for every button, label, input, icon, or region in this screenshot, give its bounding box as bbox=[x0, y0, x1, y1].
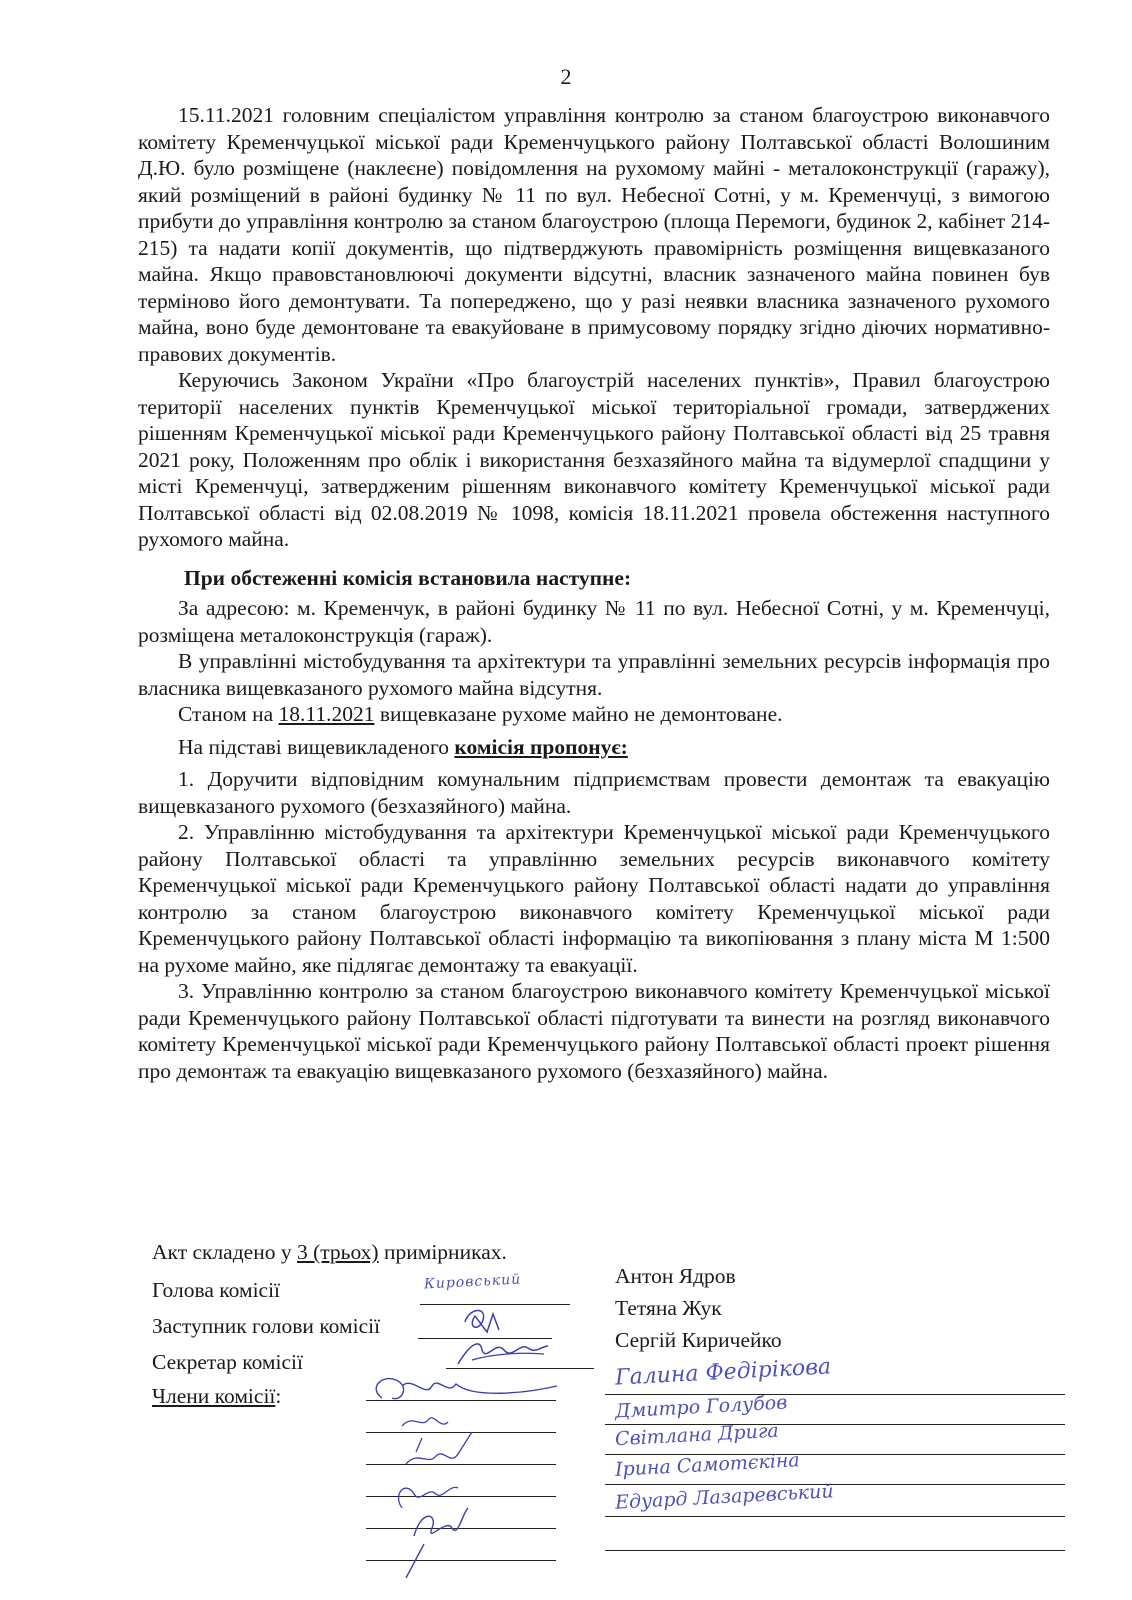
copies-suffix: примірниках. bbox=[378, 1240, 507, 1264]
page-number: 2 bbox=[560, 64, 572, 89]
proposal-item-2: 2. Управлінню містобудування та архітектури Кременчуцької міської ради Кременчуцького району Полтавської області та управлінню земельних ресурсів виконавчого комітету Кременчуцької міської ради Кременчуцького району Полтавської області надати до управління контролю за станом благоустрою виконавчого комітету Кременчуцької міської ради Кременчуцького району Полтавської області інформацію та викопіювання з плану міста М 1:500 на рухоме майно, яке підлягає демонтажу та евакуації. bbox=[138, 820, 1050, 977]
member-signature-3: Світлана Дрига bbox=[614, 1419, 780, 1451]
member-signature-1: Галина Федірікова bbox=[614, 1354, 832, 1391]
paragraph-status bbox=[138, 701, 1050, 728]
deputy-name: Тетяна Жук bbox=[615, 1296, 722, 1320]
member-name-line bbox=[605, 1550, 1065, 1551]
status-date: 18.11.2021 bbox=[278, 702, 375, 726]
copies-count: 3 (трьох) bbox=[296, 1240, 379, 1264]
findings-heading: При обстеженні комісія встановила наступне: bbox=[184, 565, 632, 590]
member-name-line bbox=[605, 1516, 1065, 1517]
proposal-item-1: 1. Доручити відповідним комунальним підприємствам провести демонтаж та евакуацію вищевказаного рухомого (безхазяйного) майна. bbox=[138, 767, 1050, 818]
chair-label: Голова комісії bbox=[152, 1278, 281, 1302]
member-name-line bbox=[605, 1394, 1065, 1395]
member-signature-2: Дмитро Голубов bbox=[614, 1391, 788, 1423]
paragraph-proposal-intro bbox=[138, 734, 1050, 761]
member-name-line bbox=[605, 1484, 1065, 1485]
signature-block bbox=[152, 1240, 1072, 1580]
member-signatures-scribble bbox=[362, 1368, 562, 1578]
deputy-signature bbox=[457, 1302, 507, 1338]
paragraph-owner-info: В управлінні містобудування та архітектури та управлінні земельних ресурсів інформація про власника вищевказаного рухомого майна відсутня. bbox=[138, 649, 1050, 700]
document-body bbox=[138, 102, 1050, 1084]
members-label bbox=[152, 1384, 281, 1409]
proposal-item-3: 3. Управлінню контролю за станом благоустрою виконавчого комітету Кременчуцької міської ради Кременчуцького району Полтавської області підготувати та винести на розгляд виконавчого комітету Кременчуцької міської ради Кременчуцького району Полтавської області проект рішення про демонтаж та евакуацію вищевказаного рухомого (безхазяйного) майна. bbox=[138, 979, 1050, 1083]
chair-signature: Кировський bbox=[423, 1271, 522, 1293]
deputy-label: Заступник голови комісії bbox=[152, 1314, 381, 1338]
status-suffix: вищевказане рухоме майно не демонтоване. bbox=[374, 702, 783, 726]
chair-name: Антон Ядров bbox=[615, 1264, 736, 1288]
secretary-signature bbox=[452, 1334, 552, 1370]
member-signature-5: Едуард Лазаревський bbox=[614, 1480, 835, 1514]
proposal-prefix: На підставі вищевикладеного bbox=[178, 734, 455, 759]
paragraph-address: За адресою: м. Кременчук, в районі будинку № 11 по вул. Небесної Сотні, у м. Кременчуці, розміщена металоконструкція (гараж). bbox=[138, 596, 1050, 647]
member-signature-4: Ірина Самотєкіна bbox=[614, 1449, 801, 1481]
members-label-colon: : bbox=[275, 1384, 282, 1408]
paragraph-legal-basis: Керуючись Законом України «Про благоустрій населених пунктів», Правил благоустрою території населених пунктів Кременчуцької міської територіальної громади, затверджених рішенням Кременчуцької міської ради Кременчуцького району Полтавської області від 25 травня 2021 року, Положенням про облік і використання безхазяйного майна та відумерлої спадщини у місті Кременчуці, затвердженим рішенням виконавчого комітету Кременчуцької міської ради Полтавської області від 02.08.2019 № 1098, комісія 18.11.2021 провела обстеження наступного рухомого майна. bbox=[138, 368, 1050, 551]
secretary-label: Секретар комісії bbox=[152, 1350, 303, 1374]
proposal-emphasis: комісія пропонує: bbox=[454, 734, 628, 759]
members-label-text: Члени комісії bbox=[152, 1384, 276, 1408]
copies-prefix: Акт складено у bbox=[152, 1240, 297, 1264]
secretary-name: Сергій Киричейко bbox=[615, 1328, 782, 1352]
status-prefix: Станом на bbox=[178, 702, 279, 726]
copies-statement bbox=[152, 1240, 507, 1265]
paragraph-notice: 15.11.2021 головним спеціалістом управління контролю за станом благоустрою виконавчого комітету Кременчуцької міської ради Кременчуцького району Полтавської області Волошиним Д.Ю. було розміщене (наклеєне) повідомлення на рухомому майні - металоконструкції (гаражу), який розміщений в районі будинку № 11 по вул. Небесної Сотні, у м. Кременчуці, з вимогою прибути до управління контролю за станом благоустрою (площа Перемоги, будинок 2, кабінет 214-215) та надати копії документів, що підтверджують правомірність розміщення вищевказаного майна. Якщо правовстановлюючі документи відсутні, власник зазначеного майна повинен був терміново його демонтувати. Та попереджено, що у разі неявки власника зазначеного рухомого майна, воно буде демонтоване та евакуйоване в примусовому порядку згідно діючих нормативно-правових документів. bbox=[138, 103, 1050, 366]
